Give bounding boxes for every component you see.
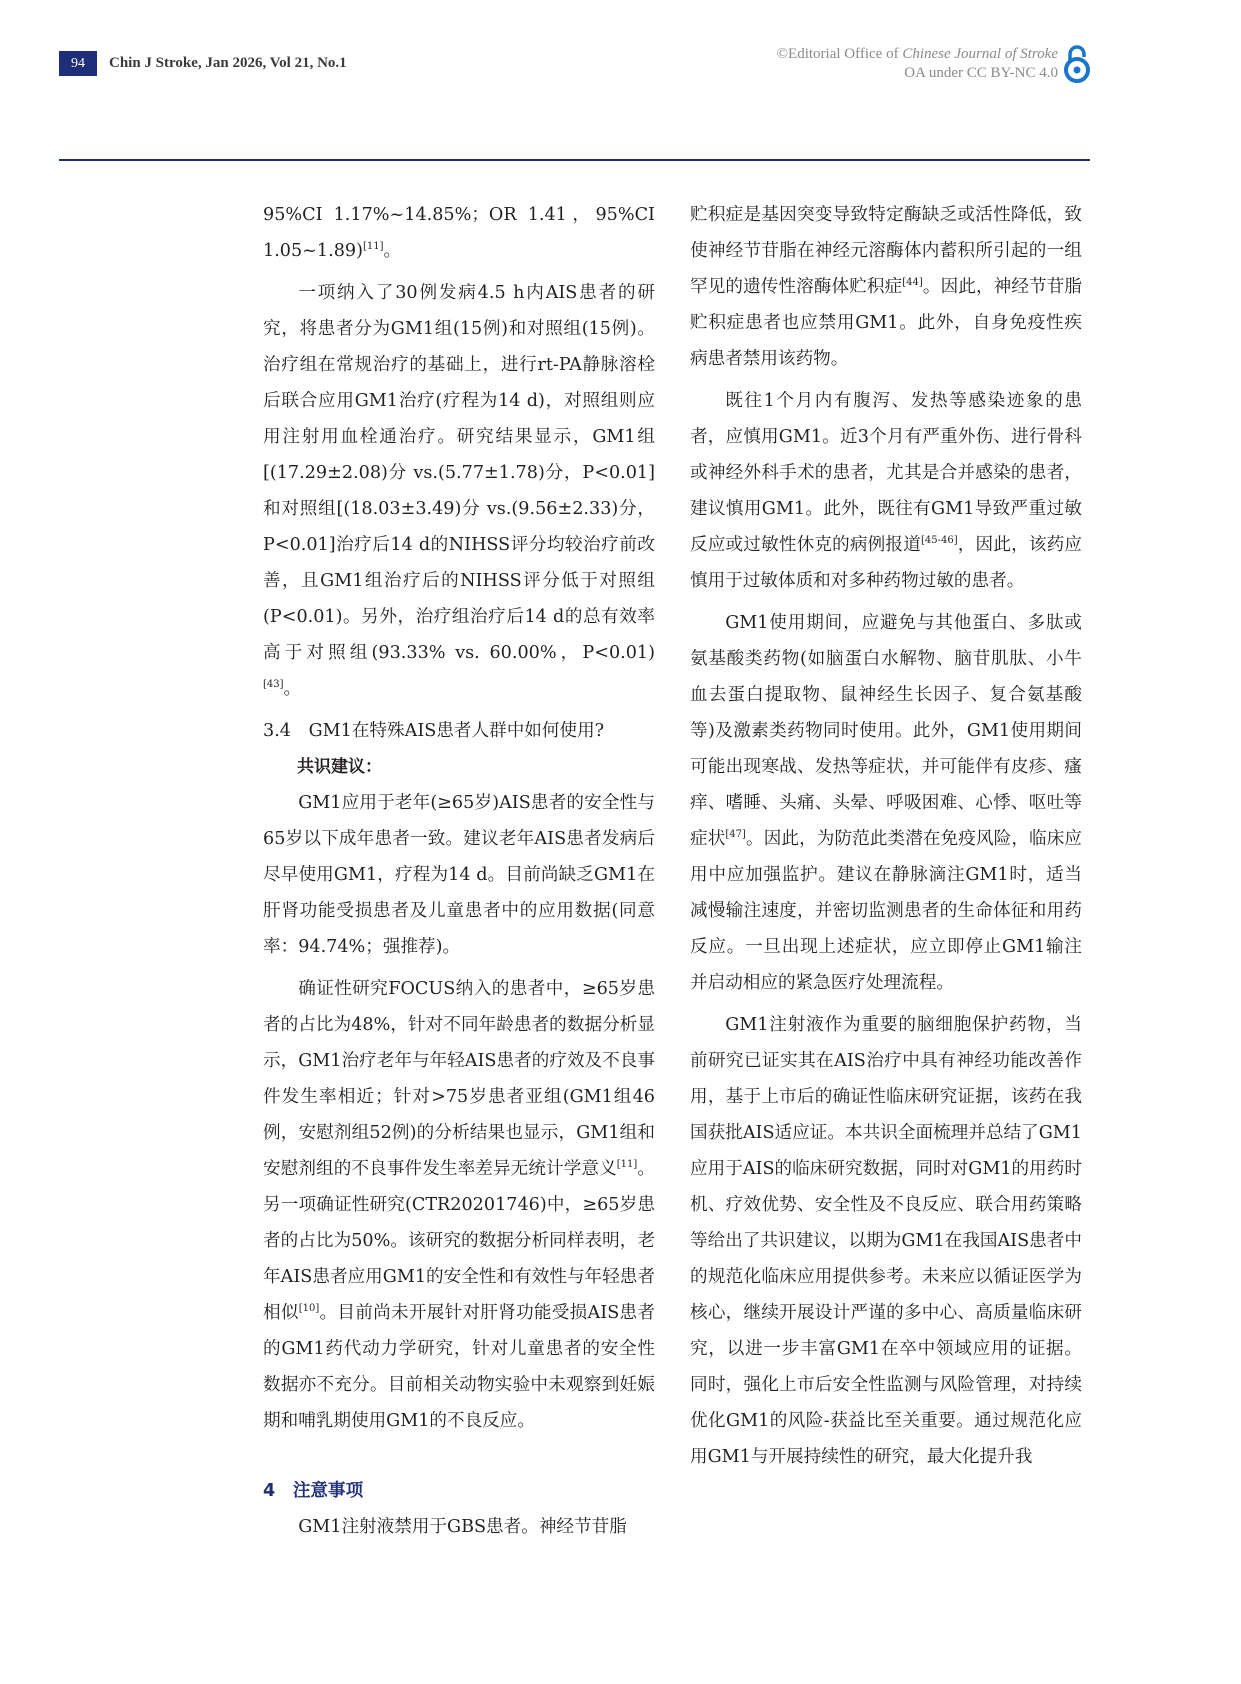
right-column bbox=[690, 197, 1082, 1475]
text: ，因此，该药应慎用于过敏体质和对多种药物过敏的患者。 bbox=[690, 535, 1082, 591]
citation: [11] bbox=[362, 241, 384, 252]
paragraph bbox=[263, 275, 655, 707]
lock-dot bbox=[1074, 67, 1081, 74]
text: 。另一项确证性研究(CTR20201746)中，≥65岁患者的占比为50%。该研究的数据分析同样表明，老年AIS患者应用GM1的安全性和有效性与年轻患者相似 bbox=[263, 1159, 655, 1323]
paragraph: GM1注射液禁用于GBS患者。神经节苷脂 bbox=[298, 1517, 627, 1537]
text: 确证性研究FOCUS纳入的患者中，≥65岁患者的占比为48%，针对不同年龄患者的数据分析显示，GM1治疗老年与年轻AIS患者的疗效及不良事件发生率相近；针对>75岁患者亚组(GM1组46例，安慰剂组52例)的分析结果也显示，GM1组和安慰剂组的不良事件发生率差异无统计学意义 bbox=[263, 979, 655, 1179]
citation: [10] bbox=[298, 1303, 320, 1314]
text: 。 bbox=[383, 241, 402, 261]
paragraph bbox=[690, 383, 1082, 599]
text: 既往1个月内有腹泻、发热等感染迹象的患者，应慎用GM1。近3个月有严重外伤、进行骨科或神经外科手术的患者，尤其是合并感染的患者，建议慎用GM1。此外，既往有GM1导致严重过敏反应或过敏性休克的病例报道 bbox=[690, 391, 1082, 555]
text: GM1使用期间，应避免与其他蛋白、多肽或氨基酸类药物(如脑蛋白水解物、脑苷肌肽、小牛血去蛋白提取物、鼠神经生长因子、复合氨基酸等)及激素类药物同时使用。此外，GM1使用期间可能出现寒战、发热等症状，并可能伴有皮疹、瘙痒、嗜睡、头痛、头晕、呼吸困难、心悸、呕吐等症状 bbox=[690, 613, 1082, 849]
copyright-line bbox=[777, 45, 1058, 64]
citation: [47] bbox=[725, 829, 746, 840]
open-access-lock-icon bbox=[1063, 44, 1091, 84]
copyright-notice bbox=[777, 45, 1058, 83]
license-text: OA under CC BY-NC 4.0 bbox=[904, 65, 1058, 81]
copyright-journal: Chinese Journal of Stroke bbox=[902, 46, 1058, 62]
citation: [11] bbox=[616, 1159, 638, 1170]
citation: [45-46] bbox=[920, 535, 958, 546]
text: 95%CI 1.17%~14.85%；OR 1.41，95%CI 1.05~1.89) bbox=[263, 205, 655, 261]
text: 。因此，为防范此类潜在免疫风险，临床应用中应加强监护。建议在静脉滴注GM1时，适当减慢输注速度，并密切监测患者的生命体征和用药反应。一旦出现上述症状，应立即停止GM1输注并启动相应的紧急医疗处理流程。 bbox=[690, 829, 1082, 993]
citation: [44] bbox=[902, 277, 923, 288]
journal-citation: Chin J Stroke, Jan 2026, Vol 21, No.1 bbox=[109, 55, 347, 71]
left-column bbox=[263, 197, 655, 1545]
text: 。目前尚未开展针对肝肾功能受损AIS患者的GM1药代动力学研究，针对儿童患者的安全性数据亦不充分。目前相关动物实验中未观察到妊娠期和哺乳期使用GM1的不良反应。 bbox=[263, 1303, 655, 1431]
consensus-label: 共识建议： bbox=[297, 757, 382, 777]
page-number: 94 bbox=[59, 51, 97, 76]
section-heading-4: 4 注意事项 bbox=[263, 1481, 364, 1501]
citation: [43] bbox=[263, 679, 284, 690]
paragraph bbox=[690, 197, 1082, 377]
paragraph: GM1注射液作为重要的脑细胞保护药物，当前研究已证实其在AIS治疗中具有神经功能改善作用，基于上市后的确证性临床研究证据，该药在我国获批AIS适应证。本共识全面梳理并总结了GM1应用于AIS的临床研究数据，同时对GM1的用药时机、疗效优势、安全性及不良反应、联合用药策略等给出了共识建议，以期为GM1在我国AIS患者中的规范化临床应用提供参考。未来应以循证医学为核心，继续开展设计严谨的多中心、高质量临床研究，以进一步丰富GM1在卒中领域应用的证据。同时，强化上市后安全性监测与风险管理，对持续优化GM1的风险-获益比至关重要。通过规范化应用GM1与开展持续性的研究，最大化提升我 bbox=[690, 1015, 1082, 1467]
text: 一项纳入了30例发病4.5 h内AIS患者的研究，将患者分为GM1组(15例)和对照组(15例)。治疗组在常规治疗的基础上，进行rt-PA静脉溶栓后联合应用GM1治疗(疗程为14 d)，对照组则应用注射用血栓通治疗。研究结果显示，GM1组[(17.29±2.08)分 vs.(5.77±1.78)分，P<0.01]和对照组[(18.03±3.49)分 vs.(9.56±2.33)分，P<0.01]治疗后14 d的NIHSS评分均较治疗前改善，且GM1组治疗后的NIHSS评分低于对照组(P<0.01)。另外，治疗组治疗后14 d的总有效率高于对照组(93.33% vs. 60.00%，P<0.01) bbox=[263, 283, 655, 663]
text: 。 bbox=[283, 679, 302, 699]
paragraph bbox=[263, 197, 655, 269]
copyright-prefix: ©Editorial Office of bbox=[776, 46, 903, 62]
paragraph bbox=[263, 971, 655, 1439]
header-rule bbox=[59, 159, 1090, 161]
text: 贮积症是基因突变导致特定酶缺乏或活性降低，致使神经节苷脂在神经元溶酶体内蓄积所引起的一组罕见的遗传性溶酶体贮积症 bbox=[690, 205, 1082, 297]
paragraph: GM1应用于老年(≥65岁)AIS患者的安全性与65岁以下成年患者一致。建议老年AIS患者发病后尽早使用GM1，疗程为14 d。目前尚缺乏GM1在肝肾功能受损患者及儿童患者中的应用数据(同意率：94.74%；强推荐)。 bbox=[263, 793, 655, 957]
paragraph bbox=[690, 605, 1082, 1001]
section-heading-3-4: 3.4 GM1在特殊AIS患者人群中如何使用? bbox=[263, 721, 605, 741]
text: 。因此，神经节苷脂贮积症患者也应禁用GM1。此外，自身免疫性疾病患者禁用该药物。 bbox=[690, 277, 1082, 369]
